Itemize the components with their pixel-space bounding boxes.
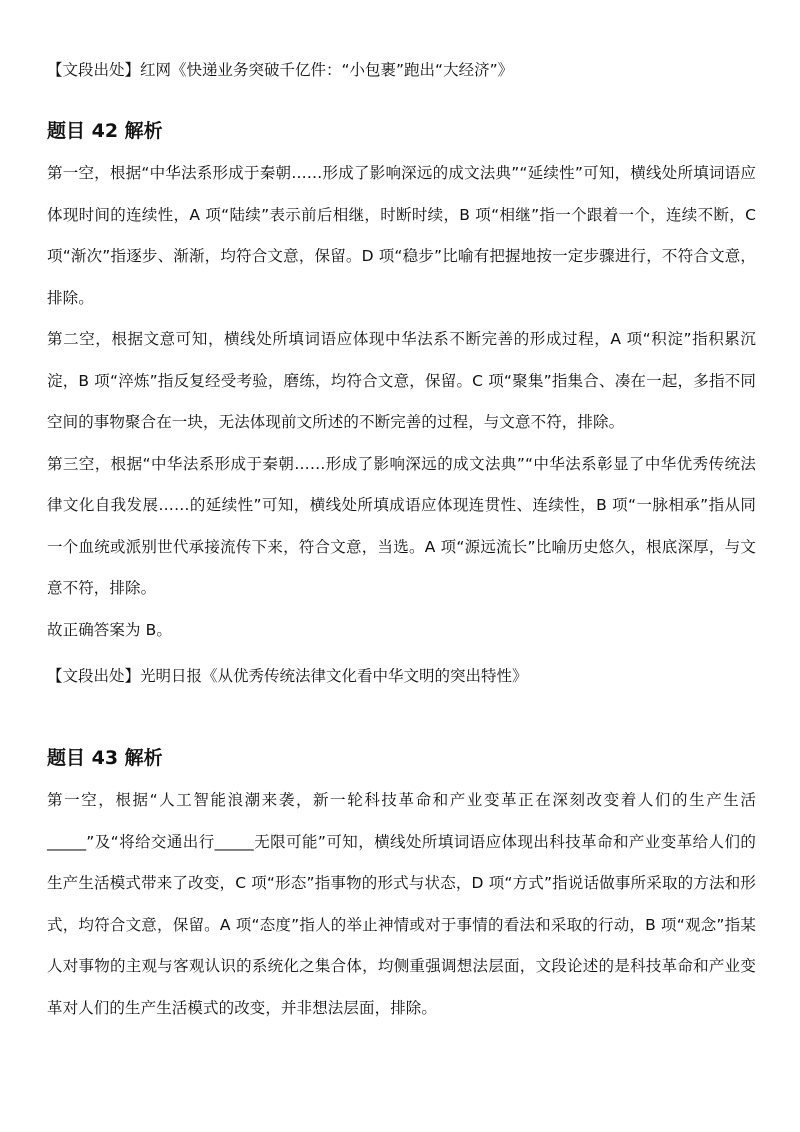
q42-paragraph-2: 第二空，根据文意可知，横线处所填词语应体现中华法系不断完善的形成过程，A 项“积淀”指积累沉淀，B 项“淬炼”指反复经受考验，磨练，均符合文意，保留。C 项“聚集”指集合、凑在一起，多指不同空间的事物聚合在一块，无法体现前文所述的不断完善的过程，与文意不符，排除。	[47, 330, 756, 431]
q42-paragraph-1: 第一空，根据“中华法系形成于秦朝……形成了影响深远的成文法典”“延续性”可知，横线处所填词语应体现时间的连续性，A 项“陆续”表示前后相继，时断时续，B 项“相继”指一个跟着一个，连续不断，C 项“渐次”指逐步、渐渐，均符合文意，保留。D 项“稳步”比喻有把握地按一定步骤进行，不符合文意，排除。	[47, 164, 756, 307]
q43-title: 题目 43 解析	[47, 747, 163, 769]
q42-title: 题目 42 解析	[47, 120, 163, 142]
q43-body	[47, 780, 756, 1029]
q42-answer: 故正确答案为 B。	[47, 620, 172, 639]
q42-paragraph-3: 第三空，根据“中华法系形成于秦朝……形成了影响深远的成文法典”“中华法系彰显了中华优秀传统法律文化自我发展……的延续性”可知，横线处所填成语应体现连贯性、连续性，B 项“一脉相承”指从同一个血统或派别世代承接流传下来，符合文意，当选。A 项“源远流长”比喻历史悠久，根底深厚，与文意不符，排除。	[47, 454, 756, 597]
q42-body	[47, 153, 756, 651]
source-citation-top: 【文段出处】红网《快递业务突破千亿件：“小包裹”跑出“大经济”》	[47, 61, 514, 79]
source-citation-q42: 【文段出处】光明日报《从优秀传统法律文化看中华文明的突出特性》	[47, 667, 528, 685]
q43-paragraph-1: 第一空，根据“人工智能浪潮来袭，新一轮科技革命和产业变革正在深刻改变着人们的生产生活_____”及“将给交通出行_____无限可能”可知，横线处所填词语应体现出科技革命和产业变革给人们的生产生活模式带来了改变，C 项“形态”指事物的形式与状态，D 项“方式”指说话做事所采取的方法和形式，均符合文意，保留。A 项“态度”指人的举止神情或对于事情的看法和采取的行动，B 项“观念”指某人对事物的主观与客观认识的系统化之集合体，均侧重强调想法层面，文段论述的是科技革命和产业变革对人们的生产生活模式的改变，并非想法层面，排除。	[47, 791, 756, 1017]
